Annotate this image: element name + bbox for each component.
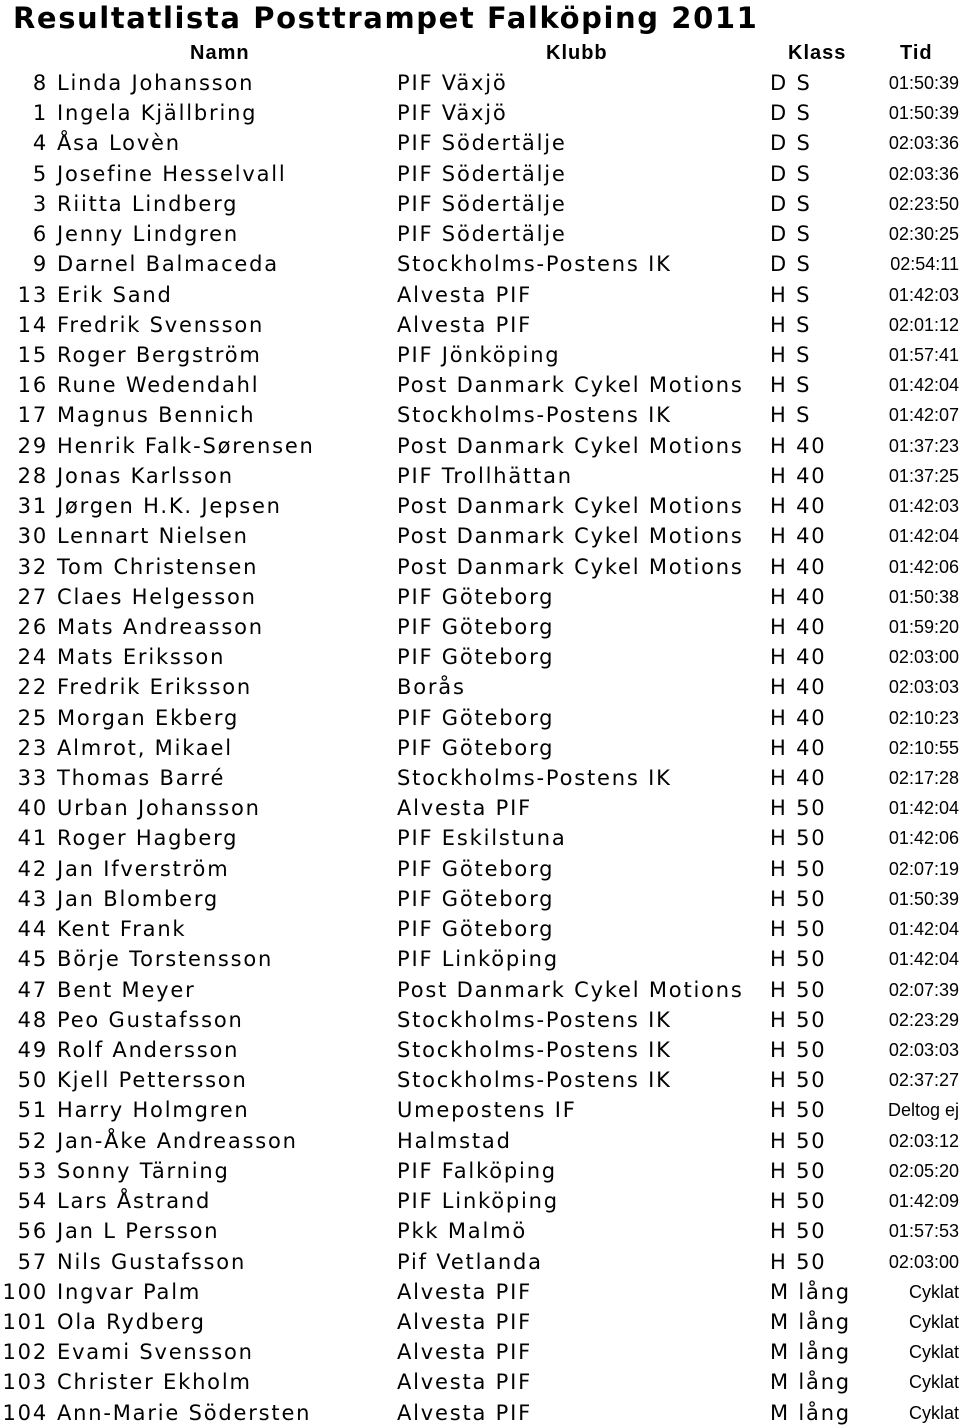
start-number: 42 xyxy=(17,856,48,881)
class-label: H 50 xyxy=(770,1128,827,1153)
class-label: H 50 xyxy=(770,826,827,851)
table-row xyxy=(0,823,960,853)
table-row xyxy=(0,159,960,189)
start-number: 33 xyxy=(17,766,48,791)
start-number: 40 xyxy=(17,796,48,821)
competitor-name: Mats Eriksson xyxy=(57,645,226,670)
finish-time: 01:42:04 xyxy=(888,375,959,396)
finish-time: Cyklat xyxy=(908,1342,959,1363)
finish-time: 01:50:39 xyxy=(888,888,959,909)
finish-time: Cyklat xyxy=(908,1281,959,1302)
class-label: H 40 xyxy=(770,645,827,670)
start-number: 16 xyxy=(17,373,48,398)
finish-time: 02:37:27 xyxy=(888,1070,959,1091)
competitor-name: Jonas Karlsson xyxy=(57,463,234,488)
competitor-name: Jan L Persson xyxy=(57,1219,220,1244)
competitor-name: Nils Gustafsson xyxy=(57,1249,247,1274)
club-name: Post Danmark Cykel Motions xyxy=(397,373,744,398)
finish-time: 02:17:28 xyxy=(888,768,959,789)
club-name: Post Danmark Cykel Motions xyxy=(397,494,744,519)
class-label: H 40 xyxy=(770,494,827,519)
competitor-name: Harry Holmgren xyxy=(57,1098,250,1123)
start-number: 3 xyxy=(32,191,48,216)
class-label: H 50 xyxy=(770,796,827,821)
class-label: D S xyxy=(770,191,812,216)
class-label: D S xyxy=(770,101,812,126)
competitor-name: Lennart Nielsen xyxy=(57,524,249,549)
start-number: 56 xyxy=(17,1219,48,1244)
table-row xyxy=(0,340,960,370)
table-row xyxy=(0,612,960,642)
start-number: 29 xyxy=(17,433,48,458)
start-number: 49 xyxy=(17,1038,48,1062)
club-name: PIF Växjö xyxy=(397,101,508,126)
class-label: H 40 xyxy=(770,433,827,458)
start-number: 17 xyxy=(17,403,48,428)
club-name: PIF Göteborg xyxy=(397,735,555,760)
table-row xyxy=(0,552,960,582)
club-name: PIF Växjö xyxy=(397,71,508,95)
competitor-name: Ann-Marie Södersten xyxy=(57,1400,312,1425)
start-number: 44 xyxy=(17,917,48,942)
competitor-name: Henrik Falk-Sørensen xyxy=(57,433,315,458)
finish-time: 02:03:36 xyxy=(888,163,959,184)
start-number: 57 xyxy=(17,1249,48,1274)
finish-time: 02:03:12 xyxy=(888,1130,959,1151)
competitor-name: Darnel Balmaceda xyxy=(57,252,279,277)
start-number: 100 xyxy=(2,1279,48,1304)
finish-time: 01:37:25 xyxy=(888,465,959,486)
start-number: 32 xyxy=(17,554,48,579)
class-label: H 40 xyxy=(770,614,827,639)
class-label: H 50 xyxy=(770,1038,827,1062)
table-row xyxy=(0,975,960,1005)
start-number: 41 xyxy=(17,826,48,851)
table-row xyxy=(0,128,960,158)
start-number: 28 xyxy=(17,463,48,488)
start-number: 53 xyxy=(17,1158,48,1183)
finish-time: 01:42:03 xyxy=(888,284,959,305)
table-row xyxy=(0,400,960,430)
class-label: M lång xyxy=(770,1400,851,1425)
class-label: H 50 xyxy=(770,1158,827,1183)
class-label: M lång xyxy=(770,1370,851,1395)
start-number: 31 xyxy=(17,494,48,519)
competitor-name: Peo Gustafsson xyxy=(57,1007,244,1032)
table-row xyxy=(0,642,960,672)
start-number: 45 xyxy=(17,947,48,972)
class-label: H 50 xyxy=(770,886,827,911)
table-row xyxy=(0,793,960,823)
competitor-name: Kent Frank xyxy=(57,917,187,942)
class-label: D S xyxy=(770,252,812,277)
club-name: PIF Göteborg xyxy=(397,856,555,881)
table-row xyxy=(0,1126,960,1156)
finish-time: 01:42:04 xyxy=(888,949,959,970)
class-label: M lång xyxy=(770,1279,851,1304)
class-label: D S xyxy=(770,161,812,186)
start-number: 13 xyxy=(17,282,48,307)
finish-time: Deltog ej xyxy=(887,1100,959,1121)
competitor-name: Morgan Ekberg xyxy=(57,705,240,730)
finish-time: 01:42:09 xyxy=(888,1191,959,1212)
club-name: Pkk Malmö xyxy=(397,1219,527,1244)
class-label: H 50 xyxy=(770,977,827,1002)
competitor-name: Rune Wedendahl xyxy=(57,373,260,398)
start-number: 52 xyxy=(17,1128,48,1153)
competitor-name: Jan-Åke Andreasson xyxy=(57,1128,298,1153)
start-number: 1 xyxy=(32,101,48,126)
results-table xyxy=(0,68,960,1428)
competitor-name: Ola Rydberg xyxy=(57,1309,206,1334)
competitor-name: Fredrik Eriksson xyxy=(57,675,253,700)
finish-time: 02:23:50 xyxy=(888,193,959,214)
table-row xyxy=(0,280,960,310)
finish-time: 02:07:39 xyxy=(888,979,959,1000)
competitor-name: Linda Johansson xyxy=(57,71,255,95)
start-number: 5 xyxy=(32,161,48,186)
start-number: 51 xyxy=(17,1098,48,1123)
start-number: 102 xyxy=(2,1340,48,1365)
start-number: 6 xyxy=(32,222,48,247)
club-name: PIF Linköping xyxy=(397,1189,559,1214)
club-name: Alvesta PIF xyxy=(397,796,533,821)
competitor-name: Kjell Pettersson xyxy=(57,1068,248,1093)
competitor-name: Jan Ifverström xyxy=(57,856,230,881)
club-name: Alvesta PIF xyxy=(397,1370,533,1395)
club-name: Post Danmark Cykel Motions xyxy=(397,524,744,549)
table-row xyxy=(0,733,960,763)
table-row xyxy=(0,1367,960,1397)
table-row xyxy=(0,1398,960,1428)
table-row xyxy=(0,189,960,219)
table-row xyxy=(0,914,960,944)
table-row xyxy=(0,1005,960,1035)
table-row xyxy=(0,1337,960,1367)
start-number: 104 xyxy=(2,1400,48,1425)
table-row xyxy=(0,884,960,914)
class-label: H S xyxy=(770,312,812,337)
club-name: Stockholms-Postens IK xyxy=(397,403,672,428)
competitor-name: Fredrik Svensson xyxy=(57,312,265,337)
finish-time: 01:42:03 xyxy=(888,496,959,517)
start-number: 26 xyxy=(17,614,48,639)
competitor-name: Roger Hagberg xyxy=(57,826,239,851)
class-label: H 50 xyxy=(770,1219,827,1244)
club-name: PIF Falköping xyxy=(397,1158,557,1183)
competitor-name: Tom Christensen xyxy=(57,554,259,579)
club-name: PIF Göteborg xyxy=(397,917,555,942)
club-name: PIF Linköping xyxy=(397,947,559,972)
class-label: H 50 xyxy=(770,856,827,881)
table-row xyxy=(0,1095,960,1125)
club-name: PIF Södertälje xyxy=(397,191,567,216)
start-number: 8 xyxy=(32,71,48,95)
start-number: 30 xyxy=(17,524,48,549)
class-label: M lång xyxy=(770,1340,851,1365)
start-number: 50 xyxy=(17,1068,48,1093)
competitor-name: Magnus Bennich xyxy=(57,403,256,428)
table-row xyxy=(0,491,960,521)
club-name: Stockholms-Postens IK xyxy=(397,1068,672,1093)
finish-time: 01:57:41 xyxy=(888,344,959,365)
table-row xyxy=(0,1216,960,1246)
class-label: D S xyxy=(770,71,812,95)
class-label: H S xyxy=(770,403,812,428)
table-row xyxy=(0,1186,960,1216)
table-row xyxy=(0,944,960,974)
class-label: D S xyxy=(770,131,812,156)
start-number: 48 xyxy=(17,1007,48,1032)
finish-time: 02:03:00 xyxy=(888,647,959,668)
class-label: H 50 xyxy=(770,947,827,972)
competitor-name: Rolf Andersson xyxy=(57,1038,240,1062)
finish-time: 01:42:06 xyxy=(888,828,959,849)
finish-time: 01:42:07 xyxy=(888,405,959,426)
competitor-name: Ingela Kjällbring xyxy=(57,101,258,126)
column-header-tid: Tid xyxy=(900,42,933,64)
table-row xyxy=(0,854,960,884)
finish-time: 02:54:11 xyxy=(890,254,959,275)
class-label: H 50 xyxy=(770,1098,827,1123)
competitor-name: Roger Bergström xyxy=(57,342,262,367)
page-title: Resultatlista Posttrampet Falköping 2011 xyxy=(13,1,759,35)
competitor-name: Mats Andreasson xyxy=(57,614,264,639)
club-name: PIF Södertälje xyxy=(397,161,567,186)
class-label: H 40 xyxy=(770,766,827,791)
finish-time: 02:03:03 xyxy=(888,1040,959,1060)
finish-time: Cyklat xyxy=(908,1402,959,1423)
start-number: 24 xyxy=(17,645,48,670)
table-row xyxy=(0,1035,960,1065)
club-name: Stockholms-Postens IK xyxy=(397,766,672,791)
start-number: 43 xyxy=(17,886,48,911)
finish-time: 01:37:23 xyxy=(888,435,959,456)
finish-time: 01:57:53 xyxy=(888,1221,959,1242)
class-label: H 50 xyxy=(770,1189,827,1214)
finish-time: 01:50:39 xyxy=(888,73,959,93)
start-number: 22 xyxy=(17,675,48,700)
competitor-name: Sonny Tärning xyxy=(57,1158,230,1183)
column-header-klass: Klass xyxy=(788,42,847,64)
finish-time: 02:07:19 xyxy=(888,858,959,879)
finish-time: 01:42:04 xyxy=(888,798,959,819)
class-label: H 50 xyxy=(770,1249,827,1274)
finish-time: 02:10:23 xyxy=(888,707,959,728)
club-name: Alvesta PIF xyxy=(397,1309,533,1334)
club-name: Halmstad xyxy=(397,1128,512,1153)
competitor-name: Jenny Lindgren xyxy=(57,222,239,247)
finish-time: 02:23:29 xyxy=(888,1009,959,1030)
class-label: H 40 xyxy=(770,554,827,579)
table-row xyxy=(0,1065,960,1095)
start-number: 23 xyxy=(17,735,48,760)
club-name: Post Danmark Cykel Motions xyxy=(397,554,744,579)
class-label: H 40 xyxy=(770,705,827,730)
competitor-name: Ingvar Palm xyxy=(57,1279,202,1304)
club-name: Alvesta PIF xyxy=(397,312,533,337)
competitor-name: Jan Blomberg xyxy=(57,886,220,911)
start-number: 103 xyxy=(2,1370,48,1395)
finish-time: 01:50:39 xyxy=(888,103,959,124)
table-row xyxy=(0,703,960,733)
finish-time: 02:01:12 xyxy=(888,314,959,335)
table-row xyxy=(0,461,960,491)
finish-time: 02:03:36 xyxy=(888,133,959,154)
class-label: H 40 xyxy=(770,524,827,549)
competitor-name: Evami Svensson xyxy=(57,1340,254,1365)
club-name: PIF Göteborg xyxy=(397,614,555,639)
class-label: H 50 xyxy=(770,917,827,942)
table-row xyxy=(0,68,960,98)
start-number: 47 xyxy=(17,977,48,1002)
class-label: H 40 xyxy=(770,584,827,609)
finish-time: 02:10:55 xyxy=(888,737,959,758)
club-name: PIF Göteborg xyxy=(397,705,555,730)
column-header-namn: Namn xyxy=(190,42,250,64)
class-label: H 40 xyxy=(770,735,827,760)
column-header-klubb: Klubb xyxy=(546,42,608,64)
table-row xyxy=(0,431,960,461)
table-row xyxy=(0,370,960,400)
club-name: Alvesta PIF xyxy=(397,1340,533,1365)
finish-time: 02:30:25 xyxy=(888,224,959,245)
start-number: 54 xyxy=(17,1189,48,1214)
club-name: PIF Göteborg xyxy=(397,584,555,609)
club-name: Post Danmark Cykel Motions xyxy=(397,433,744,458)
competitor-name: Urban Johansson xyxy=(57,796,261,821)
competitor-name: Josefine Hesselvall xyxy=(57,161,287,186)
class-label: M lång xyxy=(770,1309,851,1334)
club-name: Alvesta PIF xyxy=(397,282,533,307)
start-number: 15 xyxy=(17,342,48,367)
finish-time: 02:03:03 xyxy=(888,677,959,698)
start-number: 14 xyxy=(17,312,48,337)
class-label: H 40 xyxy=(770,675,827,700)
table-row xyxy=(0,1277,960,1307)
competitor-name: Erik Sand xyxy=(57,282,173,307)
competitor-name: Christer Ekholm xyxy=(57,1370,252,1395)
class-label: H 50 xyxy=(770,1068,827,1093)
class-label: H 50 xyxy=(770,1007,827,1032)
table-row xyxy=(0,672,960,702)
finish-time: 01:42:04 xyxy=(888,526,959,547)
class-label: H 40 xyxy=(770,463,827,488)
finish-time: 01:42:06 xyxy=(888,556,959,577)
competitor-name: Börje Torstensson xyxy=(57,947,274,972)
club-name: Post Danmark Cykel Motions xyxy=(397,977,744,1002)
club-name: Umepostens IF xyxy=(397,1098,577,1123)
start-number: 101 xyxy=(2,1309,48,1334)
club-name: Alvesta PIF xyxy=(397,1400,533,1425)
start-number: 27 xyxy=(17,584,48,609)
table-row xyxy=(0,98,960,128)
class-label: H S xyxy=(770,342,812,367)
club-name: PIF Göteborg xyxy=(397,645,555,670)
club-name: PIF Trollhättan xyxy=(397,463,573,488)
club-name: Pif Vetlanda xyxy=(397,1249,543,1274)
finish-time: Cyklat xyxy=(908,1311,959,1332)
class-label: H S xyxy=(770,282,812,307)
competitor-name: Riitta Lindberg xyxy=(57,191,239,216)
club-name: PIF Eskilstuna xyxy=(397,826,567,851)
table-row xyxy=(0,219,960,249)
start-number: 9 xyxy=(32,252,48,277)
competitor-name: Claes Helgesson xyxy=(57,584,257,609)
finish-time: 01:50:38 xyxy=(888,586,959,607)
competitor-name: Almrot, Mikael xyxy=(57,735,233,760)
club-name: PIF Jönköping xyxy=(397,342,561,367)
competitor-name: Bent Meyer xyxy=(57,977,196,1002)
finish-time: 01:42:04 xyxy=(888,919,959,940)
club-name: PIF Södertälje xyxy=(397,131,567,156)
finish-time: 02:05:20 xyxy=(888,1160,959,1181)
table-row xyxy=(0,582,960,612)
competitor-name: Thomas Barré xyxy=(57,766,226,791)
club-name: PIF Södertälje xyxy=(397,222,567,247)
table-row xyxy=(0,310,960,340)
table-row xyxy=(0,521,960,551)
club-name: Stockholms-Postens IK xyxy=(397,252,672,277)
competitor-name: Åsa Lovèn xyxy=(57,131,181,156)
table-row xyxy=(0,249,960,279)
club-name: Stockholms-Postens IK xyxy=(397,1007,672,1032)
table-row xyxy=(0,1156,960,1186)
table-row xyxy=(0,1247,960,1277)
class-label: H S xyxy=(770,373,812,398)
club-name: PIF Göteborg xyxy=(397,886,555,911)
table-row xyxy=(0,763,960,793)
club-name: Alvesta PIF xyxy=(397,1279,533,1304)
competitor-name: Jørgen H.K. Jepsen xyxy=(57,494,282,519)
finish-time: 02:03:00 xyxy=(888,1251,959,1272)
competitor-name: Lars Åstrand xyxy=(57,1189,212,1214)
finish-time: Cyklat xyxy=(908,1372,959,1393)
table-row xyxy=(0,1307,960,1337)
finish-time: 01:59:20 xyxy=(888,616,959,637)
start-number: 4 xyxy=(32,131,48,156)
club-name: Borås xyxy=(397,675,466,700)
start-number: 25 xyxy=(17,705,48,730)
club-name: Stockholms-Postens IK xyxy=(397,1038,672,1062)
class-label: D S xyxy=(770,222,812,247)
